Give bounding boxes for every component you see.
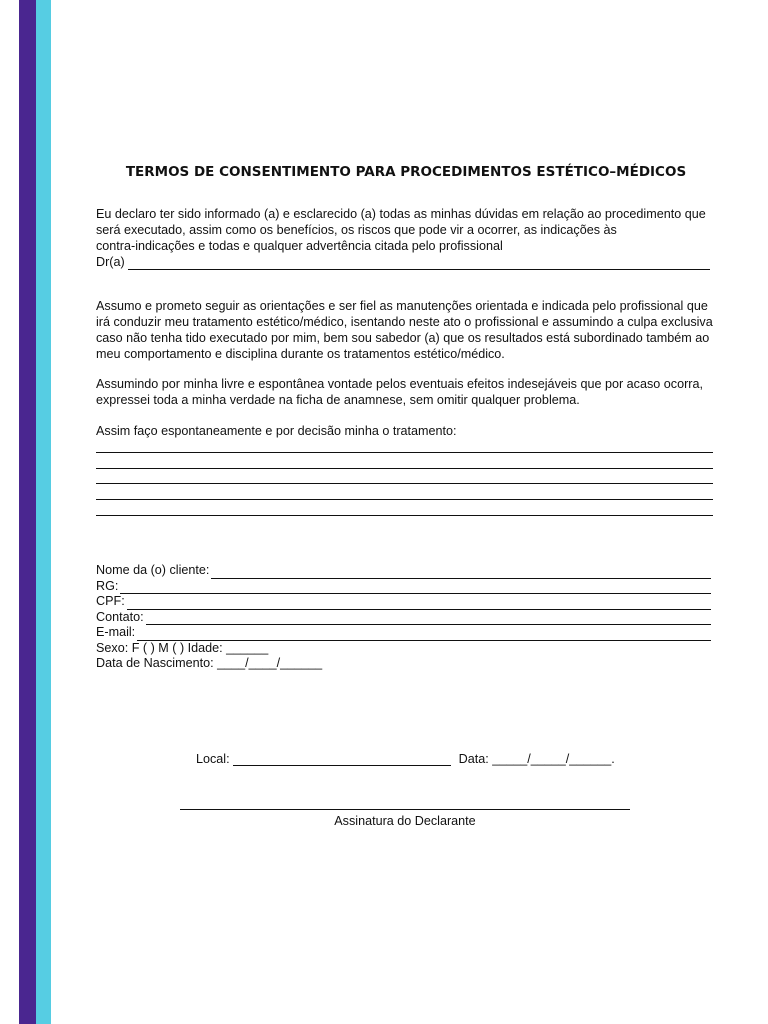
treatment-write-line[interactable] — [96, 483, 713, 484]
commitment-line: meu comportamento e disciplina durante os tratamentos estético/médico. — [96, 347, 505, 361]
treatment-write-line[interactable] — [96, 515, 713, 516]
email-field — [96, 625, 711, 641]
signature-line[interactable] — [180, 809, 630, 810]
contact-field — [96, 610, 711, 626]
commitment-line: irá conduzir meu tratamento estético/médico, isentando neste ato o profissional e assumindo a culpa exclusiva — [96, 315, 713, 329]
commitment-line: Assumo e prometo seguir as orientações e ser fiel as manutenções orientada e indicada pelo profissional que — [96, 299, 708, 313]
date-label[interactable]: Data: _____/_____/______. — [458, 752, 615, 766]
doctor-field — [96, 254, 710, 270]
consent-line: Assumindo por minha livre e espontânea vontade pelos eventuais efeitos indesejáveis que por acaso ocorra, — [96, 377, 703, 391]
cpf-label: CPF: — [96, 594, 125, 608]
client-name-label: Nome da (o) cliente: — [96, 563, 210, 577]
doctor-input-line[interactable] — [128, 258, 710, 270]
declaration-paragraph — [96, 206, 714, 270]
rg-input-line[interactable] — [120, 582, 711, 594]
local-date-row — [196, 752, 616, 766]
local-label: Local: — [196, 752, 230, 766]
cyan-side-stripe — [36, 0, 51, 1024]
signature-label: Assinatura do Declarante — [334, 814, 476, 828]
consent-line: expressei toda a minha verdade na ficha de anamnese, sem omitir qualquer problema. — [96, 393, 580, 407]
local-input-line[interactable] — [233, 754, 451, 766]
purple-side-stripe — [19, 0, 36, 1024]
email-input-line[interactable] — [137, 629, 711, 641]
client-name-input-line[interactable] — [211, 567, 711, 579]
client-info-fields — [96, 563, 711, 672]
cpf-field — [96, 594, 711, 610]
client-name-field — [96, 563, 711, 579]
treatment-write-line[interactable] — [96, 499, 713, 500]
birth-date-field — [96, 656, 711, 672]
rg-label: RG: — [96, 578, 119, 593]
commitment-paragraph — [96, 298, 714, 362]
contact-input-line[interactable] — [146, 613, 711, 625]
declaration-line: será executado, assim como os benefícios, os riscos que pode vir a ocorrer, as indicações às — [96, 223, 617, 237]
cpf-input-line[interactable] — [127, 598, 711, 610]
treatment-paragraph — [96, 423, 714, 439]
commitment-line: caso não tenha tido executado por mim, bem sou sabedor (a) que os resultados está subordinado também ao — [96, 331, 710, 345]
sex-age-label[interactable]: Sexo: F ( ) M ( ) Idade: ______ — [96, 640, 269, 655]
consent-paragraph — [96, 376, 714, 408]
document-title: TERMOS DE CONSENTIMENTO PARA PROCEDIMENTOS ESTÉTICO–MÉDICOS — [125, 164, 687, 180]
declaration-line: contra-indicações e todas e qualquer advertência citada pelo profissional — [96, 239, 503, 253]
treatment-label: Assim faço espontaneamente e por decisão minha o tratamento: — [96, 424, 457, 438]
email-label: E-mail: — [96, 625, 136, 639]
doctor-label: Dr(a) — [96, 255, 125, 269]
rg-field — [96, 579, 711, 595]
birth-date-label[interactable]: Data de Nascimento: ____/____/______ — [96, 656, 323, 670]
sex-age-field — [96, 641, 711, 657]
treatment-write-line[interactable] — [96, 452, 713, 453]
contact-label: Contato: — [96, 609, 144, 624]
document-page — [96, 0, 714, 1024]
treatment-write-line[interactable] — [96, 468, 713, 469]
declaration-line: Eu declaro ter sido informado (a) e esclarecido (a) todas as minhas dúvidas em relação ao procedimento que — [96, 207, 706, 221]
